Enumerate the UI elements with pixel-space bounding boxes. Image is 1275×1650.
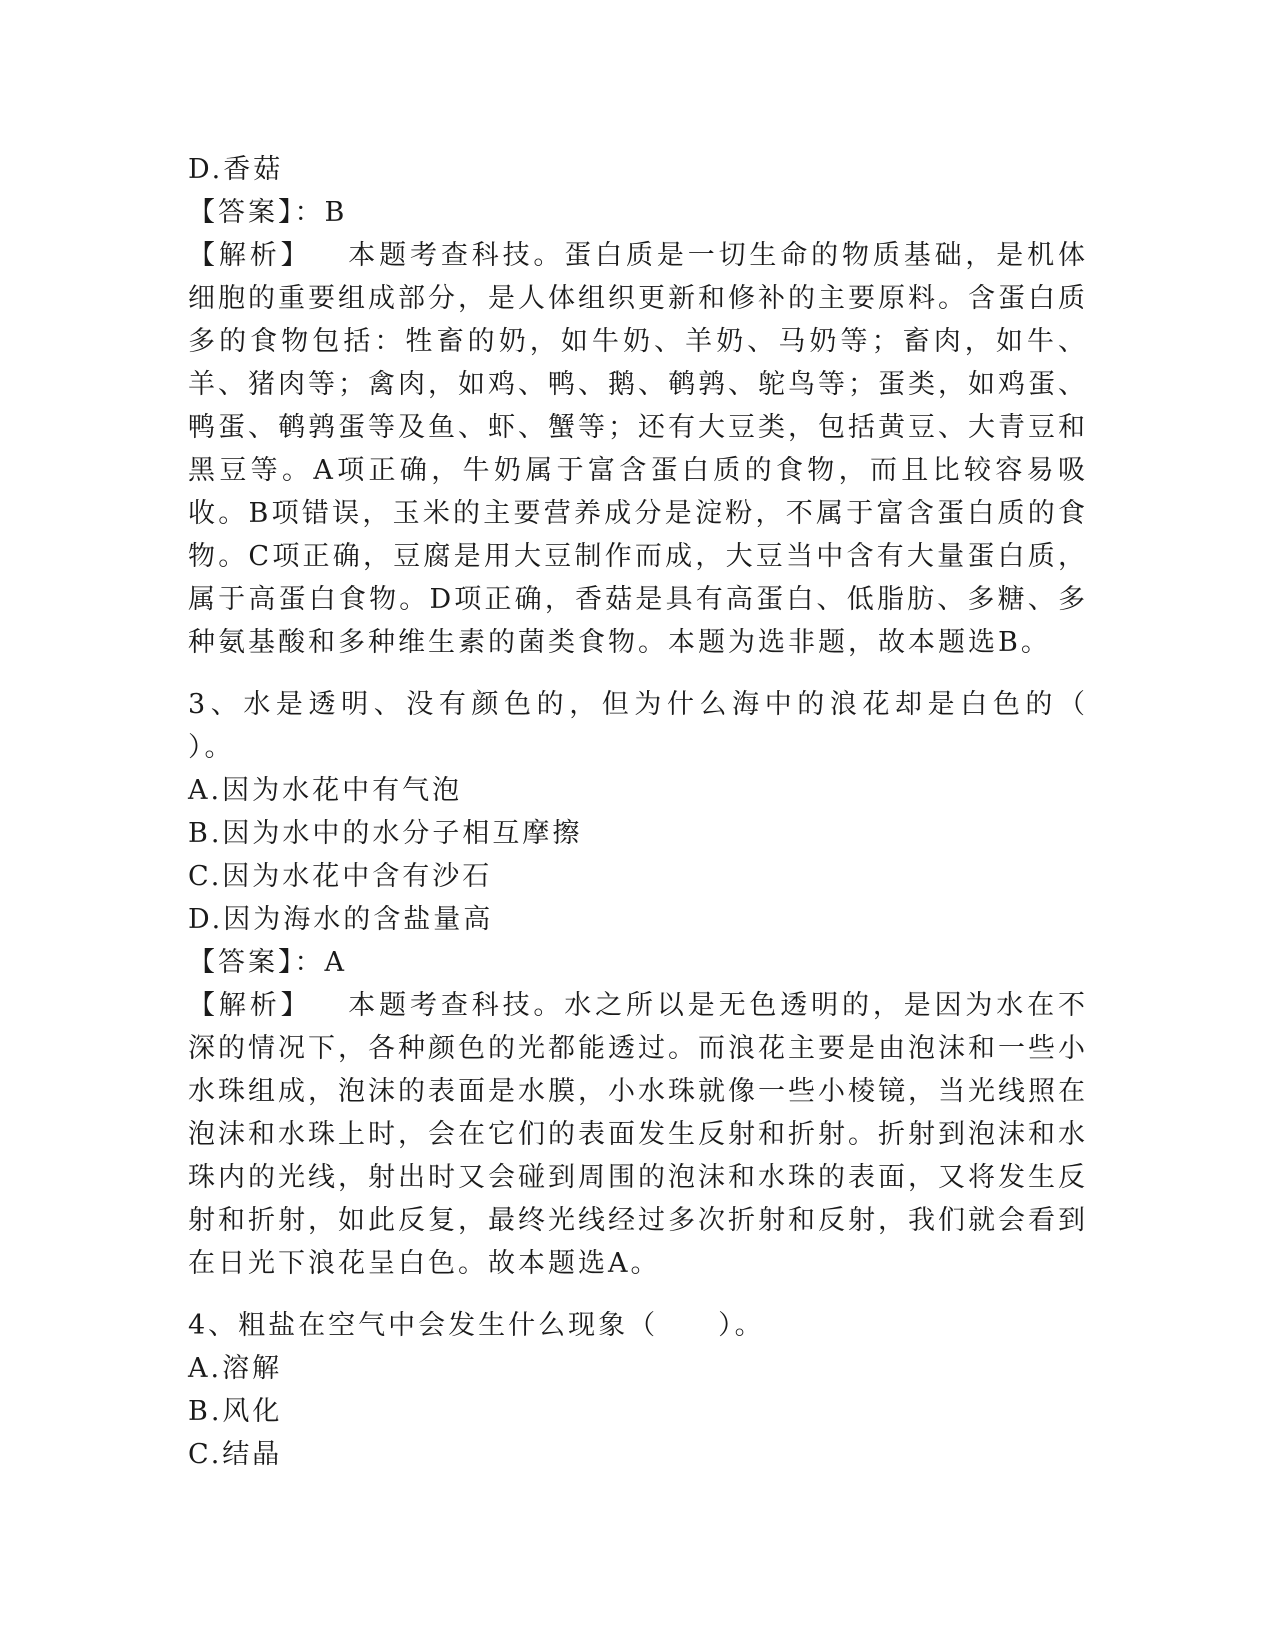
q3-question: 3、水是透明、没有颜色的，但为什么海中的浪花却是白色的（ ）。: [188, 689, 1148, 763]
q3-analysis-text: 本题考查科技。水之所以是无色透明的，是因为水在不深的情况下，各种颜色的光都能透过。而浪花主要是由泡沫和一些小水珠组成，泡沫的表面是水膜，小水珠就像一些小棱镜，当光线照在泡沫和水珠上时，会在它们的表面发生反射和折射。折射到泡沫和水珠内的光线，射出时又会碰到周围的泡沫和水珠的表面，又将发生反射和折射，如此反复，最终光线经过多次折射和反射，我们就会看到在日光下浪花呈白色。故本题选A。: [188, 990, 1089, 1279]
q3-option-d: D.因为海水的含盐量高: [188, 904, 494, 935]
q2-answer: 【答案】：B: [188, 197, 348, 228]
q2-analysis-block: [188, 234, 1088, 664]
q3-analysis-block: [188, 984, 1088, 1285]
q3-answer: 【答案】：A: [188, 947, 347, 978]
q3-option-a: A.因为水花中有气泡: [188, 775, 463, 806]
q4-question: 4、粗盐在空气中会发生什么现象（ ）。: [188, 1310, 765, 1341]
q4-option-c: C.结晶: [188, 1439, 283, 1470]
q2-analysis-tag: 【解析】: [188, 240, 312, 271]
document-content: [188, 148, 1148, 1476]
q2-option-d: D.香菇: [188, 154, 284, 185]
q2-analysis-text: 本题考查科技。蛋白质是一切生命的物质基础，是机体细胞的重要组成部分，是人体组织更新和修补的主要原料。含蛋白质多的食物包括：牲畜的奶，如牛奶、羊奶、马奶等；畜肉，如牛、羊、猪肉等；禽肉，如鸡、鸭、鹅、鹌鹑、鸵鸟等；蛋类，如鸡蛋、鸭蛋、鹌鹑蛋等及鱼、虾、蟹等；还有大豆类，包括黄豆、大青豆和黑豆等。A项正确，牛奶属于富含蛋白质的食物，而且比较容易吸收。B项错误，玉米的主要营养成分是淀粉，不属于富含蛋白质的食物。C项正确，豆腐是用大豆制作而成，大豆当中含有大量蛋白质，属于高蛋白食物。D项正确，香菇是具有高蛋白、低脂肪、多糖、多种氨基酸和多种维生素的菌类食物。本题为选非题，故本题选B。: [188, 240, 1089, 658]
q4-option-a: A.溶解: [188, 1353, 283, 1384]
q3-option-b: B.因为水中的水分子相互摩擦: [188, 818, 583, 849]
q3-analysis-tag: 【解析】: [188, 990, 312, 1021]
q3-option-c: C.因为水花中含有沙石: [188, 861, 493, 892]
q4-option-b: B.风化: [188, 1396, 283, 1427]
